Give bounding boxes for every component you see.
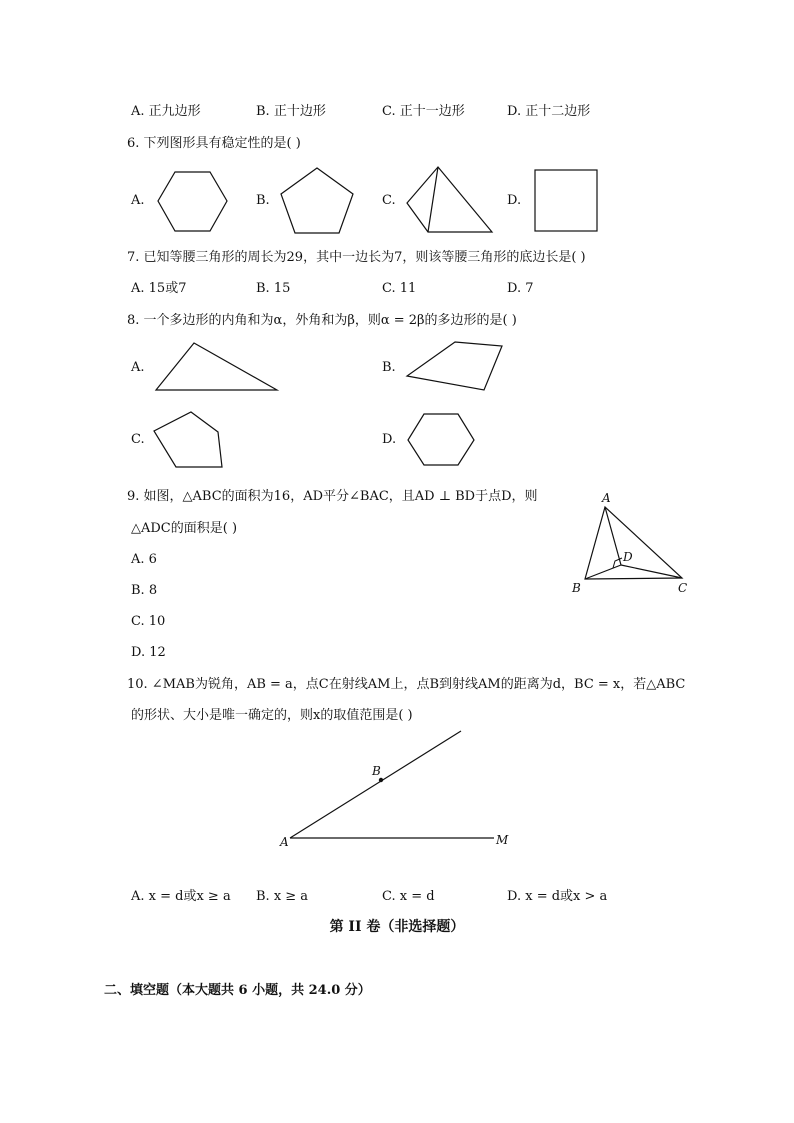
q10-label-a: A: [280, 835, 289, 849]
q9-option-b: B. 8: [131, 583, 158, 598]
q8-label-a: A.: [131, 360, 145, 375]
q9-label-c: C: [678, 581, 688, 595]
q6-stem: 6. 下列图形具有稳定性的是( ): [127, 136, 301, 151]
q9-option-c: C. 10: [131, 614, 166, 629]
q9-option-a: A. 6: [131, 552, 157, 567]
part2-title: 第 II 卷（非选择题）: [329, 919, 465, 935]
q7-option-a: A. 15或7: [131, 281, 187, 296]
q10-label-b: B: [372, 764, 381, 778]
q9-stem-line2: △ADC的面积是( ): [131, 521, 238, 536]
q8-stem: 8. 一个多边形的内角和为α，外角和为β，则α = 2β的多边形的是( ): [127, 313, 517, 328]
q10-label-m: M: [496, 833, 509, 847]
q6-label-d: D.: [507, 193, 522, 208]
q9-label-d: D: [623, 550, 633, 564]
q7-option-d: D. 7: [507, 281, 534, 296]
q10-option-b: B. x ≥ a: [256, 889, 309, 904]
q8-label-b: B.: [382, 360, 396, 375]
q10-point-b: [379, 778, 383, 782]
q10-stem-line1: 10. ∠MAB为锐角，AB = a，点C在射线AM上，点B到射线AM的距离为d，BC = x，若△ABC: [127, 677, 686, 692]
q10-option-d: D. x = d或x > a: [507, 889, 608, 904]
q9-option-d: D. 12: [131, 645, 166, 660]
q6-label-a: A.: [131, 193, 145, 208]
q7-option-c: C. 11: [382, 281, 417, 296]
q10-option-a: A. x = d或x ≥ a: [131, 889, 231, 904]
q9-label-a: A: [602, 491, 611, 505]
q10-stem-line2: 的形状、大小是唯一确定的，则x的取值范围是( ): [131, 708, 413, 723]
q5-option-b: B. 正十边形: [256, 104, 326, 119]
q5-option-d: D. 正十二边形: [507, 104, 591, 119]
q5-option-a: A. 正九边形: [131, 104, 201, 119]
section2-heading: 二、填空题（本大题共 6 小题，共 24.0 分）: [104, 983, 371, 998]
q6-label-b: B.: [256, 193, 270, 208]
q10-ray-ab: [290, 731, 461, 838]
q6-label-c: C.: [382, 193, 396, 208]
q9-stem-line1: 9. 如图，△ABC的面积为16，AD平分∠BAC，且AD ⊥ BD于点D，则: [127, 489, 538, 504]
q7-stem: 7. 已知等腰三角形的周长为29，其中一边长为7，则该等腰三角形的底边长是( ): [127, 250, 586, 265]
q8-label-d: D.: [382, 432, 397, 447]
q8-label-c: C.: [131, 432, 145, 447]
q10-option-c: C. x = d: [382, 889, 435, 904]
q5-option-c: C. 正十一边形: [382, 104, 465, 119]
q9-label-b: B: [572, 581, 581, 595]
q7-option-b: B. 15: [256, 281, 291, 296]
